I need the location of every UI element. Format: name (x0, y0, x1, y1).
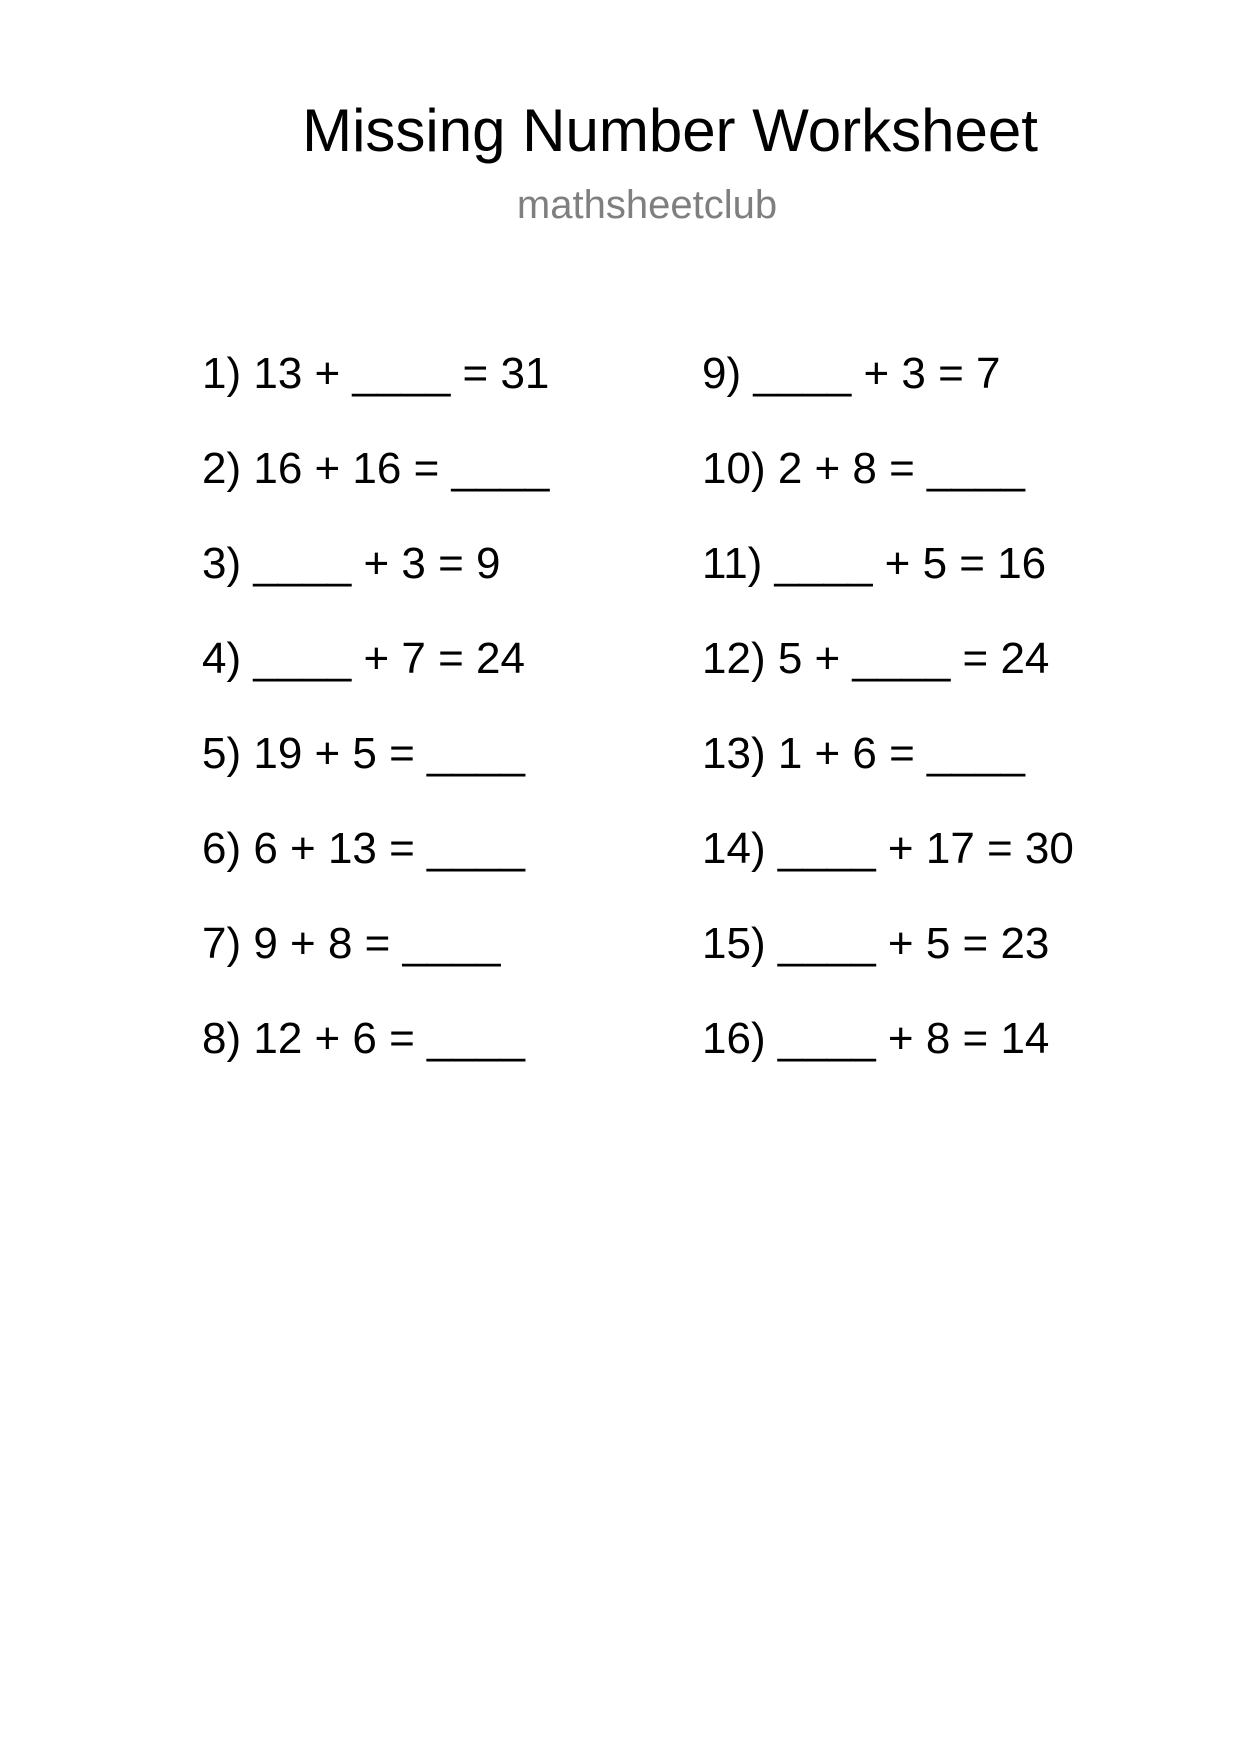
problem-1: 1) 13 + ____ = 31 (202, 349, 550, 398)
problem-9: 9) ____ + 3 = 7 (702, 349, 1001, 398)
problem-6: 6) 6 + 13 = ____ (202, 824, 525, 873)
problem-4: 4) ____ + 7 = 24 (202, 634, 525, 683)
problem-16: 16) ____ + 8 = 14 (702, 1014, 1050, 1063)
problem-12: 12) 5 + ____ = 24 (702, 634, 1050, 683)
page-title: Missing Number Worksheet (302, 97, 1038, 164)
problem-14: 14) ____ + 17 = 30 (702, 824, 1074, 873)
problem-13: 13) 1 + 6 = ____ (702, 729, 1025, 778)
page-subtitle: mathsheetclub (516, 183, 778, 227)
problem-7: 7) 9 + 8 = ____ (202, 919, 501, 968)
problem-8: 8) 12 + 6 = ____ (202, 1014, 525, 1063)
problem-3: 3) ____ + 3 = 9 (202, 539, 501, 588)
problem-2: 2) 16 + 16 = ____ (202, 444, 550, 493)
problem-10: 10) 2 + 8 = ____ (702, 444, 1025, 493)
problem-15: 15) ____ + 5 = 23 (702, 919, 1050, 968)
problem-5: 5) 19 + 5 = ____ (202, 729, 525, 778)
problem-11: 11) ____ + 5 = 16 (702, 539, 1047, 588)
